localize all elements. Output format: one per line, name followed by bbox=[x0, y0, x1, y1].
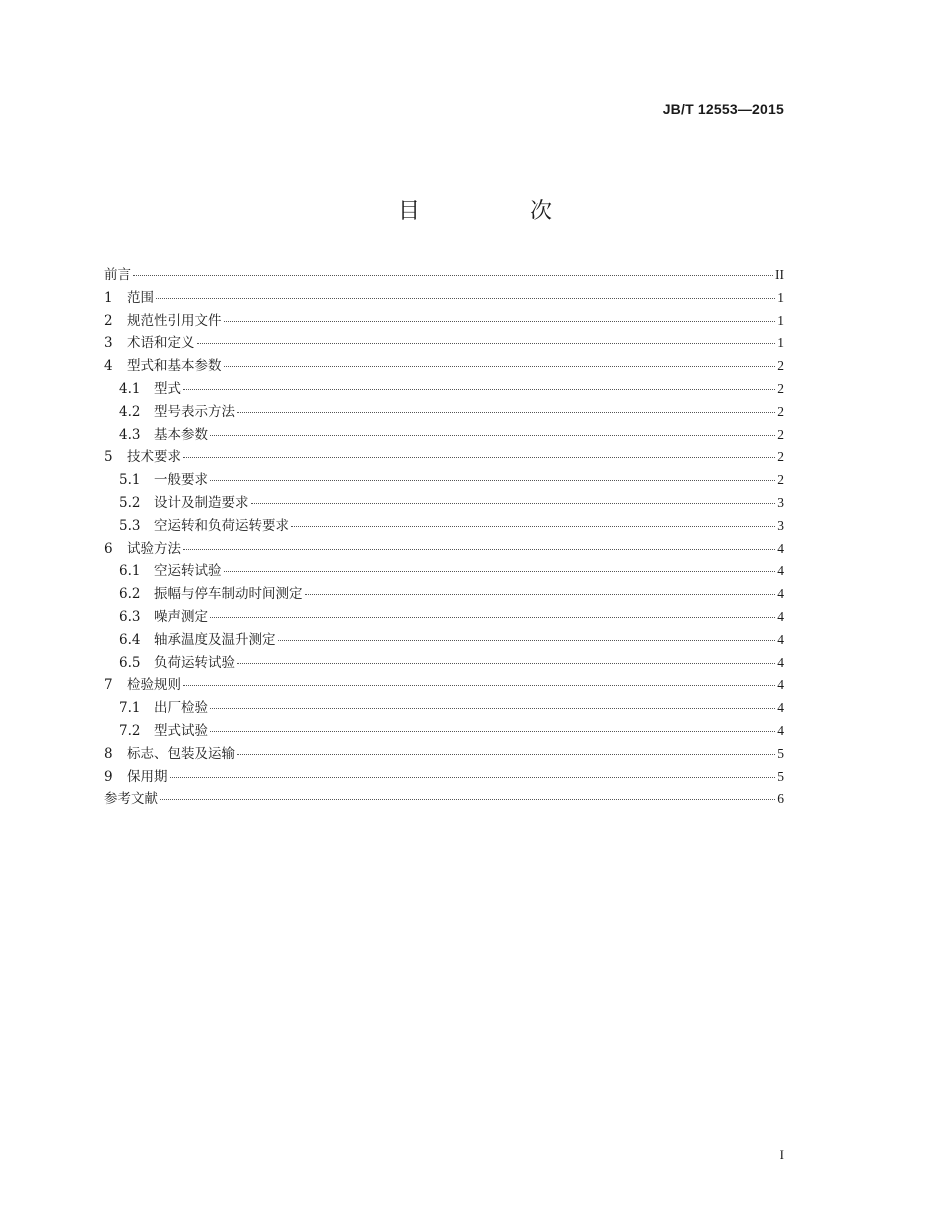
toc-entry-label: 检验规则 bbox=[127, 677, 181, 694]
toc-entry-number: 6.4 bbox=[119, 631, 141, 648]
toc-entry-label: 术语和定义 bbox=[127, 335, 195, 352]
toc-entry-number: 5.3 bbox=[119, 517, 141, 534]
dot-leader bbox=[251, 503, 776, 504]
toc-entry[interactable] bbox=[104, 560, 784, 583]
dot-leader bbox=[197, 343, 776, 344]
toc-entry[interactable] bbox=[104, 743, 784, 766]
toc-entry[interactable] bbox=[104, 652, 784, 675]
toc-entry[interactable] bbox=[104, 446, 784, 469]
toc-entry-label: 噪声测定 bbox=[154, 608, 208, 625]
toc-entry-number: 8 bbox=[104, 745, 113, 762]
toc-entry-label: 型号表示方法 bbox=[154, 403, 235, 420]
toc-entry-label: 保用期 bbox=[127, 768, 168, 785]
toc-entry-page: 4 bbox=[777, 700, 784, 716]
dot-leader bbox=[278, 640, 776, 641]
toc-entry-number: 5 bbox=[104, 449, 113, 466]
dot-leader bbox=[183, 549, 775, 550]
toc-entry-page: 5 bbox=[777, 745, 784, 761]
page-title: 目 次 bbox=[397, 199, 596, 224]
toc-entry-number: 5.2 bbox=[119, 494, 141, 511]
table-of-contents bbox=[104, 264, 784, 811]
toc-entry-number: 4 bbox=[104, 358, 113, 375]
toc-entry[interactable] bbox=[104, 424, 784, 447]
toc-entry-page: 3 bbox=[777, 517, 784, 533]
toc-entry-label: 技术要求 bbox=[127, 449, 181, 466]
dot-leader bbox=[156, 298, 775, 299]
toc-entry-label: 规范性引用文件 bbox=[127, 312, 222, 329]
toc-entry[interactable] bbox=[104, 515, 784, 538]
toc-entry[interactable] bbox=[104, 766, 784, 789]
toc-entry-label: 一般要求 bbox=[154, 472, 208, 489]
toc-entry-page: 4 bbox=[777, 722, 784, 738]
toc-entry-number: 9 bbox=[104, 768, 113, 785]
toc-entry[interactable] bbox=[104, 401, 784, 424]
toc-entry[interactable] bbox=[104, 310, 784, 333]
toc-entry[interactable] bbox=[104, 674, 784, 697]
toc-entry-page: 1 bbox=[777, 312, 784, 328]
toc-entry-page: II bbox=[775, 267, 784, 282]
toc-entry[interactable] bbox=[104, 332, 784, 355]
toc-entry-page: 2 bbox=[777, 426, 784, 442]
toc-entry-number: 3 bbox=[104, 335, 113, 352]
toc-entry-number: 7.2 bbox=[119, 722, 141, 739]
toc-entry-page: 4 bbox=[777, 586, 784, 602]
toc-entry-label: 型式 bbox=[154, 380, 181, 397]
toc-entry-label: 标志、包装及运输 bbox=[127, 745, 235, 762]
toc-entry-number: 6 bbox=[104, 540, 113, 557]
toc-entry-label: 参考文献 bbox=[104, 791, 158, 808]
dot-leader bbox=[224, 366, 776, 367]
toc-entry-page: 4 bbox=[777, 654, 784, 670]
toc-entry-page: 2 bbox=[777, 472, 784, 488]
toc-entry[interactable] bbox=[104, 538, 784, 561]
toc-entry-label: 出厂检验 bbox=[154, 700, 208, 717]
toc-entry-label: 设计及制造要求 bbox=[154, 494, 249, 511]
toc-entry[interactable] bbox=[104, 287, 784, 310]
dot-leader bbox=[237, 754, 775, 755]
dot-leader bbox=[224, 571, 776, 572]
toc-entry-label: 振幅与停车制动时间测定 bbox=[154, 586, 303, 603]
dot-leader bbox=[210, 480, 775, 481]
toc-entry-page: 2 bbox=[777, 403, 784, 419]
toc-entry-number: 4.1 bbox=[119, 380, 141, 397]
toc-entry-number: 7.1 bbox=[119, 700, 141, 717]
toc-entry-page: 2 bbox=[777, 380, 784, 396]
toc-entry-number: 6.5 bbox=[119, 654, 141, 671]
dot-leader bbox=[224, 321, 776, 322]
dot-leader bbox=[183, 685, 775, 686]
toc-entry-page: 3 bbox=[777, 494, 784, 510]
toc-entry[interactable] bbox=[104, 720, 784, 743]
dot-leader bbox=[210, 708, 775, 709]
dot-leader bbox=[183, 389, 775, 390]
toc-entry-number: 6.2 bbox=[119, 586, 141, 603]
toc-entry[interactable] bbox=[104, 583, 784, 606]
dot-leader bbox=[237, 412, 775, 413]
toc-entry-number: 2 bbox=[104, 312, 113, 329]
toc-entry-label: 范围 bbox=[127, 289, 154, 306]
toc-entry-label: 前言 bbox=[104, 267, 131, 283]
toc-entry-number: 7 bbox=[104, 677, 113, 694]
toc-entry-label: 型式和基本参数 bbox=[127, 358, 222, 375]
page-number: I bbox=[779, 1147, 784, 1162]
toc-entry-number: 6.3 bbox=[119, 608, 141, 625]
toc-entry-page: 1 bbox=[777, 335, 784, 351]
dot-leader bbox=[210, 731, 775, 732]
toc-entry-page: 4 bbox=[777, 608, 784, 624]
toc-entry[interactable] bbox=[104, 629, 784, 652]
toc-entry-label: 轴承温度及温升测定 bbox=[154, 631, 276, 648]
toc-entry-page: 2 bbox=[777, 358, 784, 374]
toc-entry[interactable] bbox=[104, 697, 784, 720]
toc-entry[interactable] bbox=[104, 606, 784, 629]
toc-entry-page: 4 bbox=[777, 563, 784, 579]
toc-entry[interactable] bbox=[104, 378, 784, 401]
toc-entry-number: 6.1 bbox=[119, 563, 141, 580]
toc-entry-label: 基本参数 bbox=[154, 426, 208, 443]
standard-code: JB/T 12553—2015 bbox=[662, 101, 784, 117]
toc-entry-label: 空运转试验 bbox=[154, 563, 222, 580]
toc-entry-number: 4.3 bbox=[119, 426, 141, 443]
dot-leader bbox=[133, 275, 773, 276]
dot-leader bbox=[160, 799, 775, 800]
toc-entry-number: 4.2 bbox=[119, 403, 141, 420]
toc-entry-page: 4 bbox=[777, 540, 784, 556]
toc-entry-page: 5 bbox=[777, 768, 784, 784]
toc-entry[interactable] bbox=[104, 355, 784, 378]
dot-leader bbox=[291, 526, 775, 527]
toc-entry[interactable] bbox=[104, 492, 784, 515]
toc-entry-page: 2 bbox=[777, 449, 784, 465]
toc-entry-label: 试验方法 bbox=[127, 540, 181, 557]
dot-leader bbox=[237, 663, 775, 664]
toc-entry[interactable] bbox=[104, 264, 784, 287]
toc-entry[interactable] bbox=[104, 788, 784, 811]
toc-entry-label: 负荷运转试验 bbox=[154, 654, 235, 671]
dot-leader bbox=[210, 435, 775, 436]
toc-entry-label: 空运转和负荷运转要求 bbox=[154, 517, 289, 534]
dot-leader bbox=[305, 594, 776, 595]
toc-entry-page: 1 bbox=[777, 289, 784, 305]
toc-entry-page: 4 bbox=[777, 631, 784, 647]
toc-entry-page: 6 bbox=[777, 791, 784, 807]
toc-entry-label: 型式试验 bbox=[154, 722, 208, 739]
toc-entry-number: 1 bbox=[104, 289, 113, 306]
dot-leader bbox=[183, 457, 775, 458]
toc-entry-number: 5.1 bbox=[119, 472, 141, 489]
dot-leader bbox=[170, 777, 776, 778]
toc-entry-page: 4 bbox=[777, 677, 784, 693]
toc-entry[interactable] bbox=[104, 469, 784, 492]
dot-leader bbox=[210, 617, 775, 618]
